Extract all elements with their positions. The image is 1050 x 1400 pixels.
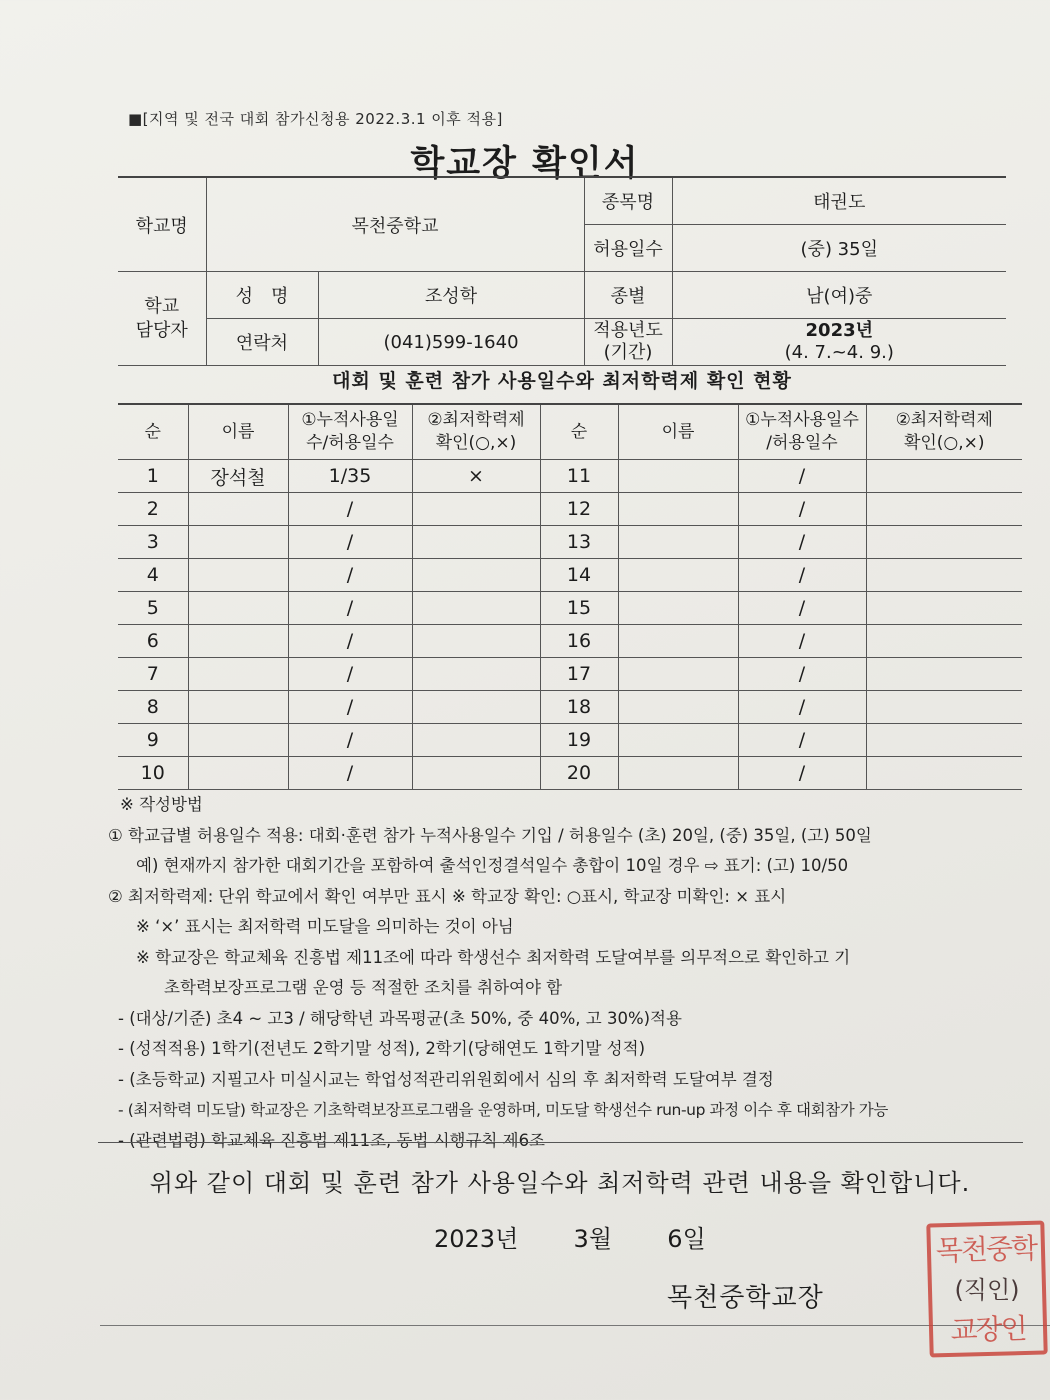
row-check [412,658,540,691]
header-check: ②최저학력제 확인(○,×) [412,404,540,460]
row-no: 10 [118,757,188,790]
row-no-2: 15 [540,592,618,625]
row-no: 4 [118,559,188,592]
school-info-table [118,176,1006,366]
row-check-2 [866,724,1022,757]
method-line: - (최저학력 미도달) 학교장은 기초학력보장프로그램을 운영하며, 미도달 학생선수 run-up 과정 이수 후 대회참가 가능 [118,1101,888,1119]
row-name-2 [618,757,738,790]
row-name-2 [618,691,738,724]
name-label: 성 명 [206,272,318,319]
row-days: / [288,691,412,724]
row-check-2 [866,526,1022,559]
row-no: 9 [118,724,188,757]
row-check [412,526,540,559]
header-days: ①누적사용일 수/허용일수 [288,404,412,460]
row-no: 3 [118,526,188,559]
row-check [412,559,540,592]
header-check-2: ②최저학력제 확인(○,×) [866,404,1022,460]
row-name: 장석철 [188,460,288,493]
table-row [118,493,1022,526]
row-check-2 [866,460,1022,493]
method-heading: ※ 작성방법 [120,795,203,814]
row-name-2 [618,526,738,559]
method-line: ※ ‘×’ 표시는 최저학력 미도달을 의미하는 것이 아님 [136,917,514,936]
table-row [118,592,1022,625]
table-row [118,757,1022,790]
row-check [412,757,540,790]
row-no: 1 [118,460,188,493]
writing-method-notes [108,790,1038,1156]
row-no-2: 14 [540,559,618,592]
apply-note: ■[지역 및 전국 대회 참가신청용 2022.3.1 이후 적용] [128,110,503,128]
usage-section-title: 대회 및 훈련 참가 사용일수와 최저학력제 확인 현황 [332,370,792,392]
row-days-2: / [738,724,866,757]
row-days: / [288,757,412,790]
row-days: / [288,559,412,592]
row-name [188,493,288,526]
category-value: 남(여)중 [672,272,1006,319]
row-days: / [288,493,412,526]
table-row [118,691,1022,724]
method-line: ※ 학교장은 학교체육 진흥법 제11조에 따라 학생선수 최저학력 도달여부를 의무적으로 확인하고 기 [136,947,851,967]
row-days-2: / [738,757,866,790]
issue-date [434,1219,706,1254]
row-no-2: 20 [540,757,618,790]
header-days-2: ①누적사용일수 /허용일수 [738,404,866,460]
row-check-2 [866,691,1022,724]
row-name [188,592,288,625]
table-row [118,559,1022,592]
row-check [412,592,540,625]
contact-value: (041)599-1640 [318,319,584,366]
row-days: / [288,724,412,757]
row-name-2 [618,658,738,691]
contact-label: 연락처 [206,319,318,366]
date-month: 3월 [573,1225,613,1253]
principal-name: 목천중학교장 [667,1283,824,1313]
row-no: 8 [118,691,188,724]
usage-header-row [118,404,1022,460]
table-row [118,724,1022,757]
row-no: 6 [118,625,188,658]
confirmation-statement: 위와 같이 대회 및 훈련 참가 사용일수와 최저학력 관련 내용을 확인합니다. [149,1169,971,1197]
row-name [188,559,288,592]
row-check [412,724,540,757]
method-line: - (성적적용) 1학기(전년도 2학기말 성적), 2학기(당해연도 1학기말 성적) [118,1039,646,1058]
row-no: 2 [118,493,188,526]
usage-table [118,403,1022,790]
method-line: - (관련법령) 학교체육 진흥법 제11조, 동법 시행규칙 제6조 [118,1130,545,1150]
period-value: (4. 7.~4. 9.) [784,342,894,363]
row-name [188,691,288,724]
table-row [118,625,1022,658]
row-no-2: 18 [540,691,618,724]
row-check [412,691,540,724]
row-name-2 [618,460,738,493]
row-name [188,724,288,757]
seal-stamp: 목천중학 교장인 [926,1220,1047,1357]
row-days: / [288,592,412,625]
row-days-2: / [738,691,866,724]
year-cell [672,319,1006,366]
name-value: 조성학 [318,272,584,319]
row-days-2: / [738,493,866,526]
official-seal [928,1222,1050,1362]
row-check [412,493,540,526]
row-no: 5 [118,592,188,625]
document-title: 학교장 확인서 [410,144,640,184]
table-row [118,460,1022,493]
row-no-2: 11 [540,460,618,493]
row-check-2 [866,559,1022,592]
row-check-2 [866,493,1022,526]
row-check [412,625,540,658]
row-name [188,757,288,790]
table-row [118,526,1022,559]
row-days-2: / [738,592,866,625]
row-name [188,526,288,559]
year-label: 적용년도 (기간) [584,319,672,366]
row-check-2 [866,625,1022,658]
divider [98,1142,1023,1143]
row-days-2: / [738,658,866,691]
row-name-2 [618,592,738,625]
row-days: / [288,658,412,691]
row-check-2 [866,757,1022,790]
row-no-2: 19 [540,724,618,757]
row-check-2 [866,658,1022,691]
allowed-days-label: 허용일수 [584,225,672,272]
school-label: 학교명 [118,177,206,272]
header-name: 이름 [188,404,288,460]
method-line: ② 최저학력제: 단위 학교에서 확인 여부만 표시 ※ 학교장 확인: ○표시, 학교장 미확인: × 표시 [108,886,787,906]
row-no-2: 16 [540,625,618,658]
date-year: 2023년 [434,1225,519,1253]
table-row [118,658,1022,691]
row-check-2 [866,592,1022,625]
event-label: 종목명 [584,177,672,225]
row-days-2: / [738,559,866,592]
header-name-2: 이름 [618,404,738,460]
row-no: 7 [118,658,188,691]
school-name: 목천중학교 [206,177,584,272]
method-line: ① 학교급별 허용일수 적용: 대회·훈련 참가 누적사용일수 기입 / 허용일수 (초) 20일, (중) 35일, (고) 50일 [108,825,872,845]
row-name-2 [618,559,738,592]
bottom-divider [100,1325,1050,1326]
row-days: / [288,625,412,658]
row-name-2 [618,493,738,526]
manager-label: 학교 담당자 [118,272,206,366]
date-day: 6일 [667,1225,706,1253]
row-name [188,625,288,658]
method-line: - (대상/기준) 초4 ~ 고3 / 해당학년 과목평균(초 50%, 중 40%, 고 30%)적용 [118,1008,682,1028]
row-days-2: / [738,460,866,493]
method-line: - (초등학교) 지필고사 미실시교는 학업성적관리위원회에서 심의 후 최저학력 도달여부 결정 [118,1069,774,1089]
row-no-2: 17 [540,658,618,691]
allowed-days-value: (중) 35일 [672,225,1006,272]
method-line: 초학력보장프로그램 운영 등 적절한 조치를 취하여야 함 [164,978,563,997]
category-label: 종별 [584,272,672,319]
header-no-2: 순 [540,404,618,460]
row-no-2: 13 [540,526,618,559]
seal-overlay-text: (직인) [954,1276,1020,1304]
method-line: 예) 현재까지 참가한 대회기간을 포함하여 출석인정결석일수 총합이 10일 경우 ⇨ 표기: (고) 10/50 [136,856,849,875]
row-no-2: 12 [540,493,618,526]
row-days-2: / [738,526,866,559]
row-name-2 [618,724,738,757]
row-name [188,658,288,691]
row-check: × [412,460,540,493]
row-days: / [288,526,412,559]
year-value: 2023년 [805,320,874,341]
row-days: 1/35 [288,460,412,493]
row-days-2: / [738,625,866,658]
header-no: 순 [118,404,188,460]
row-name-2 [618,625,738,658]
event-value: 태권도 [672,177,1006,225]
